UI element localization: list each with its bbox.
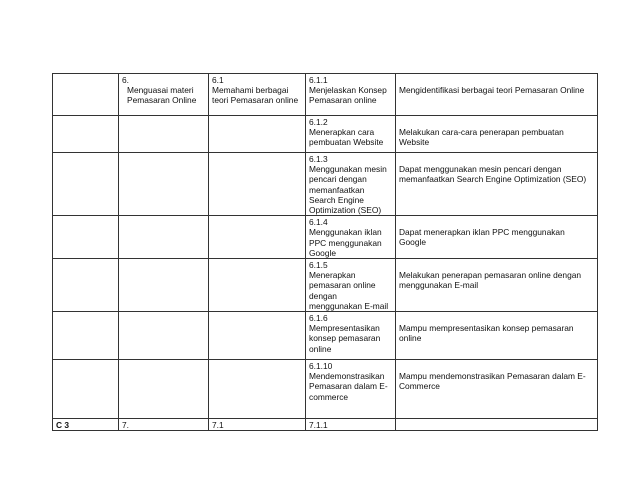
competency-cell xyxy=(119,74,209,116)
item-text: Menerapkan pemasaran online dengan menggunakan E-mail xyxy=(309,270,389,311)
table-row xyxy=(53,312,598,360)
item-cell xyxy=(306,360,396,419)
competency-number: 6. xyxy=(122,75,129,85)
item-code: 6.1.6 xyxy=(309,313,328,324)
indicator-cell xyxy=(396,116,598,153)
competency-number: 7. xyxy=(119,419,209,431)
indicator-text: Melakukan cara-cara penerapan pembuatan Website xyxy=(399,127,564,148)
sub-competency-text: Memahami berbagai teori Pemasaran online xyxy=(212,85,299,106)
section-label: C 3 xyxy=(53,419,119,431)
sub-competency-code: 6.1 xyxy=(212,75,224,85)
item-code: 6.1.1 xyxy=(309,75,328,85)
indicator-text: Dapat menerapkan iklan PPC menggunakan Google xyxy=(399,227,565,248)
item-code: 6.1.3 xyxy=(309,154,328,164)
indicator-cell xyxy=(396,259,598,312)
item-cell xyxy=(306,312,396,360)
item-text: Menggunakan iklan PPC menggunakan Google xyxy=(309,227,382,258)
indicator-text: Mampu mempresentasikan konsep pemasaran online xyxy=(399,323,574,344)
competency-text: Menguasai materi Pemasaran Online xyxy=(127,85,197,106)
item-cell xyxy=(306,216,396,259)
indicator-cell xyxy=(396,312,598,360)
indicator-cell xyxy=(396,74,598,116)
indicator-text: Mampu mendemonstrasikan Pemasaran dalam E-Commerce xyxy=(399,371,586,392)
table-row xyxy=(53,216,598,259)
item-text: Menjelaskan Konsep Pemasaran online xyxy=(309,85,387,106)
table-row xyxy=(53,360,598,419)
table-row xyxy=(53,116,598,153)
indicator-cell xyxy=(396,360,598,419)
item-text: Mempresentasikan konsep pemasaran online xyxy=(309,323,381,354)
item-text: Mendemonstrasikan Pemasaran dalam E-commerce xyxy=(309,371,388,402)
sub-competency-code: 7.1 xyxy=(209,419,306,431)
table-row xyxy=(53,74,598,116)
table-row xyxy=(53,419,598,431)
item-code: 6.1.10 xyxy=(309,361,333,372)
item-code: 6.1.2 xyxy=(309,117,328,127)
indicator-cell xyxy=(396,216,598,259)
item-text: Menggunakan mesin pencari dengan memanfaatkan Search Engine Optimization (SEO) xyxy=(309,164,387,216)
item-text: Menerapkan cara pembuatan Website xyxy=(309,127,384,148)
item-cell xyxy=(306,116,396,153)
indicator-cell xyxy=(396,153,598,216)
curriculum-table xyxy=(52,73,598,431)
indicator-text: Dapat menggunakan mesin pencari dengan memanfaatkan Search Engine Optimization (SEO) xyxy=(399,164,587,185)
item-code: 7.1.1 xyxy=(306,419,396,431)
item-code: 6.1.4 xyxy=(309,217,328,228)
item-cell xyxy=(306,259,396,312)
sub-competency-cell xyxy=(209,74,306,116)
indicator-text: Mengidentifikasi berbagai teori Pemasaran Online xyxy=(399,85,585,95)
table-row xyxy=(53,259,598,312)
item-cell xyxy=(306,74,396,116)
indicator-text: Melakukan penerapan pemasaran online dengan menggunakan E-mail xyxy=(399,270,582,291)
empty-cell xyxy=(396,419,598,431)
item-code: 6.1.5 xyxy=(309,260,328,271)
item-cell xyxy=(306,153,396,216)
empty-cell xyxy=(53,74,119,116)
table-row xyxy=(53,153,598,216)
